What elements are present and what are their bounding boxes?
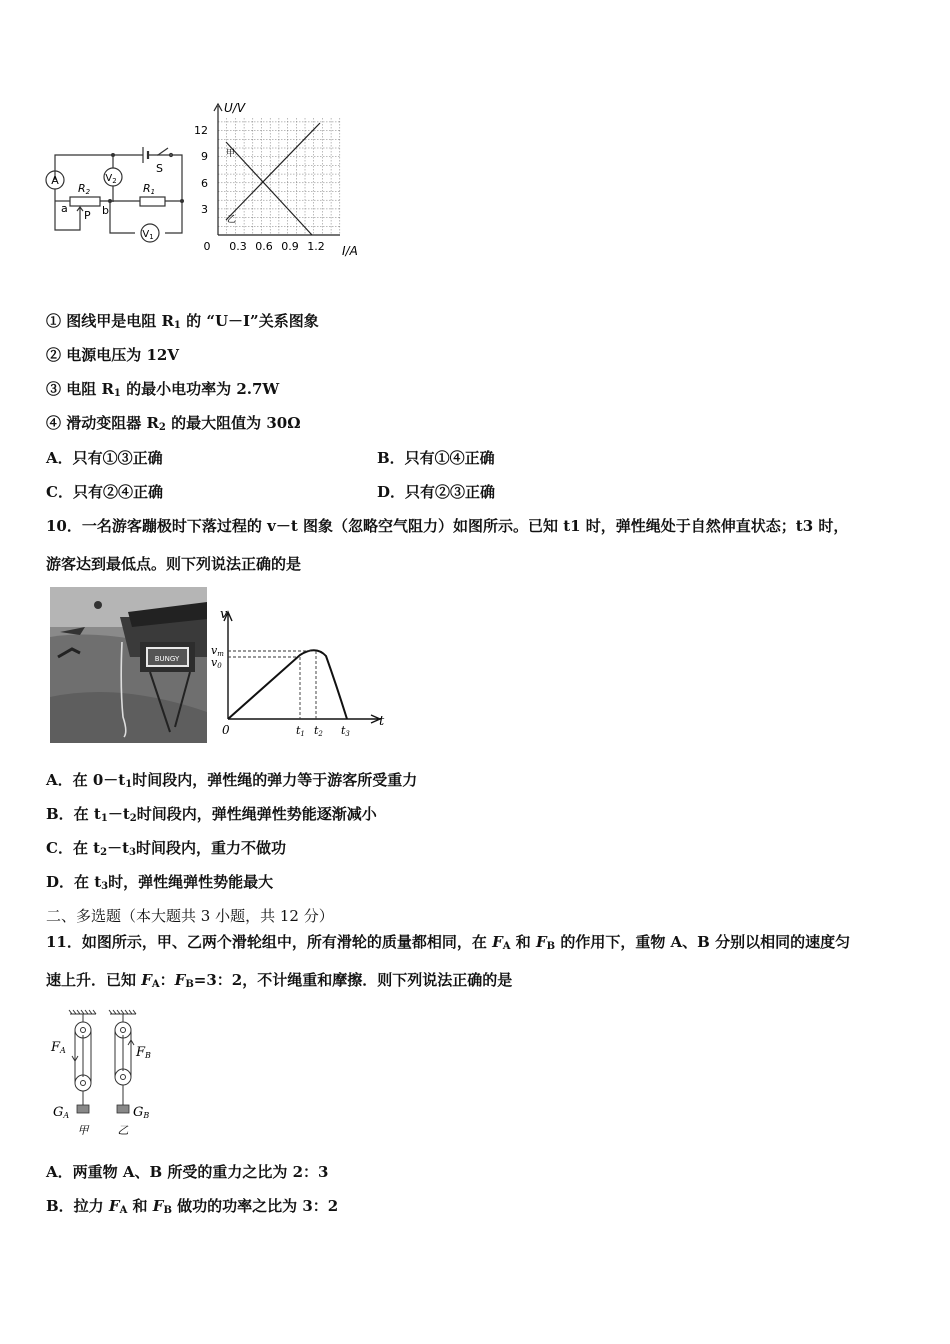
q10-option-d[interactable]: D．在 $t_3$时，弹性绳弹性势能最大 [46,873,274,892]
pulley-yi-label: 乙 [117,1124,129,1137]
q9-statement-1: ① 图线甲是电阻 $R_1$ 的 “U－I”关系图象 [46,312,319,331]
ui-y-tick: 6 [201,177,208,190]
q9-statement-4: ④ 滑动变阻器 $R_2$ 的最大阻值为 30Ω [46,414,301,433]
q9-statement-2: ② 电源电压为 12V [46,346,179,364]
vt-graph [208,604,392,742]
terminal-a: a [61,202,68,215]
bungee-sign-text: BUNGY [154,655,180,663]
q9-option-c[interactable]: C．只有②④正确 [46,483,163,501]
vt-vm-label: vm [211,644,224,658]
ui-y-axis-label: U/V [224,101,246,115]
vt-t1-label: t1 [296,724,305,738]
pulley-ga-label: GA [53,1105,70,1120]
terminal-b: b [102,204,109,217]
vt-y-axis-label: v [220,607,228,622]
switch-label: S [156,162,163,175]
q11-stem-line-2: 速上升．已知 $F_A$：$F_B=3$：2，不计绳重和摩擦．则下列说法正确的是 [46,971,513,990]
q9-option-a[interactable]: A．只有①③正确 [46,449,163,467]
ui-graph [190,98,370,263]
pulley-figure [48,1005,168,1140]
ui-x-tick: 0.9 [281,240,299,253]
slider-p: P [84,209,91,222]
ammeter-label: A [51,174,59,187]
q10-stem-line-2: 游客达到最低点。则下列说法正确的是 [46,555,302,573]
r1-label: R1 [143,182,156,196]
ui-x-tick: 1.2 [307,240,325,253]
q9-option-b[interactable]: B．只有①④正确 [377,449,495,467]
vt-t2-label: t2 [314,724,323,738]
circuit-diagram [40,130,190,245]
vt-t3-label: t3 [341,724,350,738]
q10-stem-line-1: 10．一名游客蹦极时下落过程的 v－t 图象（忽略空气阻力）如图所示。已知 t1 时，弹性绳处于自然伸直状态；t3 时， [46,517,849,535]
pulley-fb-label: FB [136,1045,151,1060]
ui-line-jia-label: 甲 [226,149,236,159]
q9-statement-3: ③ 电阻 $R_1$ 的最小电功率为 2.7W [46,380,280,399]
ui-line-yi-label: 乙 [227,215,237,225]
q11-option-b[interactable]: B．拉力 $F_A$ 和 $F_B$ 做功的功率之比为 3：2 [46,1197,339,1216]
vt-v0-label: v0 [211,656,222,670]
q10-option-b[interactable]: B．在 $t_1-t_2$时间段内，弹性绳弹性势能逐渐减小 [46,805,377,824]
ui-x-axis-label: I/A [342,244,358,258]
q10-option-a[interactable]: A．在 $0-t_1$时间段内，弹性绳的弹力等于游客所受重力 [46,771,418,790]
r2-label: R2 [78,182,91,196]
vt-origin: 0 [222,723,230,737]
v1-label: $V_1$ [142,229,154,241]
ui-x-tick: 0.3 [229,240,247,253]
pulley-jia-label: 甲 [77,1124,89,1137]
bungee-photo [50,587,207,743]
ui-y-tick: 3 [201,203,208,216]
ui-y-tick: 12 [194,124,208,137]
q11-stem-line-1: 11．如图所示，甲、乙两个滑轮组中，所有滑轮的质量都相同，在 $F_A$ 和 $F_B$ 的作用下，重物 A、B 分别以相同的速度匀 [46,933,851,952]
vt-x-axis-label: t [379,714,385,729]
pulley-fa-label: FA [51,1040,66,1055]
ui-y-tick: 9 [201,150,208,163]
section-heading: 二、多选题（本大题共 3 小题，共 12 分） [46,907,334,925]
ui-x-tick: 0 [203,240,211,253]
pulley-gb-label: GB [133,1105,150,1120]
q11-option-a[interactable]: A．两重物 A、B 所受的重力之比为 2：3 [46,1163,329,1181]
q9-option-d[interactable]: D．只有②③正确 [377,483,496,501]
v2-label: $V_2$ [105,173,117,185]
q10-option-c[interactable]: C．在 $t_2-t_3$时间段内，重力不做功 [46,839,286,858]
ui-x-tick: 0.6 [255,240,273,253]
